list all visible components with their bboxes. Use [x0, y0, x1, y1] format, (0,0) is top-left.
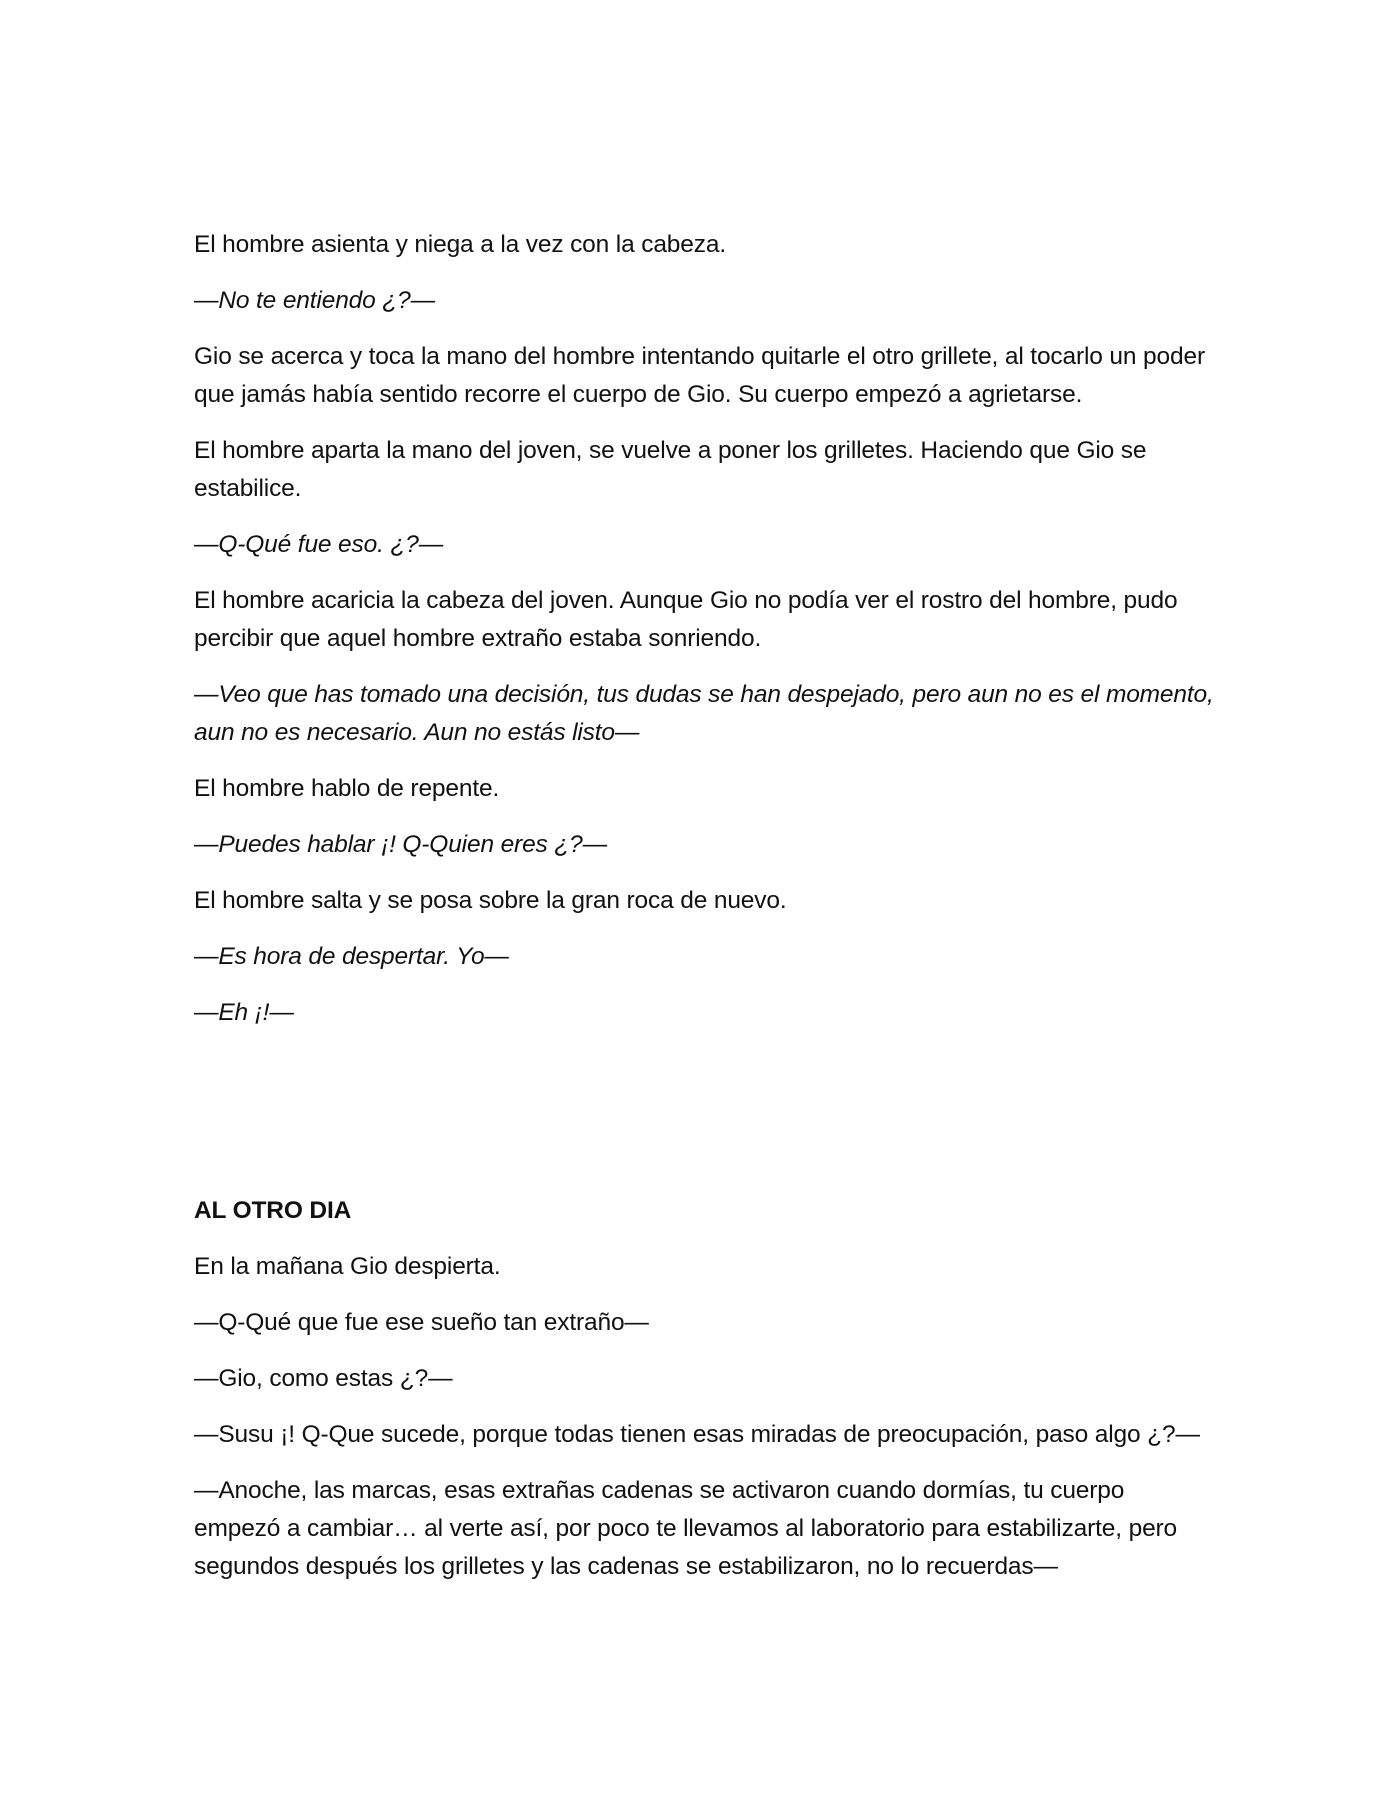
paragraph: El hombre acaricia la cabeza del joven. Aunque Gio no podía ver el rostro del hombre, pudo percibir que aquel hombre extraño estaba sonriendo. [194, 587, 1178, 652]
dialogue-line: —Eh ¡!— [194, 999, 294, 1026]
dialogue-line: —Susu ¡! Q-Que sucede, porque todas tienen esas miradas de preocupación, paso algo ¿?— [194, 1421, 1200, 1448]
paragraph: El hombre aparta la mano del joven, se vuelve a poner los grilletes. Haciendo que Gio se estabilice. [194, 437, 1147, 502]
dialogue-line: —Q-Qué que fue ese sueño tan extraño— [194, 1309, 649, 1336]
paragraph: Gio se acerca y toca la mano del hombre intentando quitarle el otro grillete, al tocarlo un poder que jamás había sentido recorre el cuerpo de Gio. Su cuerpo empezó a agrietarse. [194, 343, 1205, 408]
dialogue-line: —No te entiendo ¿?— [194, 287, 435, 314]
paragraph: En la mañana Gio despierta. [194, 1253, 501, 1280]
paragraph: El hombre asienta y niega a la vez con la cabeza. [194, 231, 726, 258]
dialogue-line: —Es hora de despertar. Yo— [194, 943, 509, 970]
document-body [194, 226, 1214, 1604]
dialogue-line: —Puedes hablar ¡! Q-Quien eres ¿?— [194, 831, 607, 858]
paragraph: El hombre hablo de repente. [194, 775, 500, 802]
section-gap [194, 1050, 1214, 1192]
dialogue-line: —Anoche, las marcas, esas extrañas cadenas se activaron cuando dormías, tu cuerpo empezó a cambiar… al verte así, por poco te llevamos al laboratorio para estabilizarte, pero segundos después los grilletes y las cadenas se estabilizaron, no lo recuerdas— [194, 1477, 1178, 1580]
dialogue-line: —Q-Qué fue eso. ¿?— [194, 531, 444, 558]
dialogue-line: —Gio, como estas ¿?— [194, 1365, 453, 1392]
dialogue-line: —Veo que has tomado una decisión, tus dudas se han despejado, pero aun no es el momento, aun no es necesario. Aun no estás listo— [194, 681, 1214, 746]
paragraph: El hombre salta y se posa sobre la gran roca de nuevo. [194, 887, 787, 914]
section-heading: AL OTRO DIA [194, 1197, 352, 1224]
